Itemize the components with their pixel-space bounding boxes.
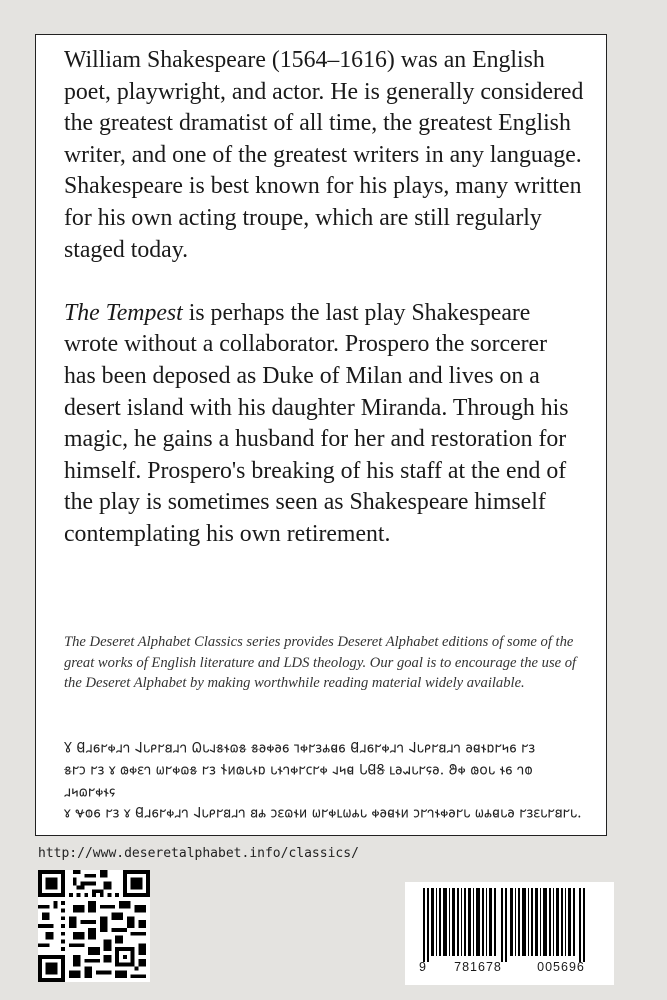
deseret-alphabet-text <box>64 738 584 825</box>
blurb-text <box>64 45 584 551</box>
play-summary-paragraph <box>64 298 584 551</box>
deseret-line: 𐐜 𐐔𐐯𐑆𐐲𐑉𐐯𐐻 𐐈𐑊𐑁𐐲𐐺𐐯𐐻 𐐗𐑊𐐰𐑅𐐮𐐿𐑅 𐑅𐐨𐑉𐐨𐑆 𐐹𐑉𐐲𐑂𐐴𐐼𐑆 𐐔𐐯𐑆𐐲𐑉𐐯𐐻 𐐈𐑊𐑁𐐲𐐺𐐯𐐻 𐐨𐐼𐐮𐑇𐐲𐑌𐑆 𐐲𐑂 <box>64 740 536 757</box>
qr-code <box>38 870 150 982</box>
back-cover-panel <box>35 34 607 836</box>
barcode-digits <box>419 960 609 974</box>
series-note: The Deseret Alphabet Classics series provides Deseret Alphabet editions of some of the great works of English literature and LDS theology. Our goal is to encourage the use of the Deseret Alphabet by making worthwhile reading material widely available. <box>64 634 577 692</box>
deseret-line: 𐑄 𐐷𐐭𐑆 𐐲𐑂 𐑄 𐐔𐐯𐑆𐐲𐑉𐐯𐐻 𐐈𐑊𐑁𐐲𐐺𐐯𐐻 𐐺𐐴 𐑋𐐩𐐿𐐮𐑍 𐐶𐐲𐑉𐑃𐐶𐐴𐑊 𐑉𐐨𐐼𐐮𐑍 𐑋𐐲𐐻𐐮𐑉𐐨𐐲𐑊 𐐶𐐴𐐼𐑊𐐨 𐐲𐑂𐐩𐑊𐐲𐐺𐐲𐑊. <box>64 805 582 823</box>
barcode-digit-group: 005696 <box>537 960 585 974</box>
barcode-digit-group: 9 <box>419 960 427 974</box>
barcode-bars <box>413 888 606 962</box>
deseret-line: 𐑅𐐲𐑋 𐐲𐑂 𐑄 𐑀𐑉𐐩𐐻 𐐶𐐲𐑉𐐿𐑅 𐐲𐑂 𐐆𐑍𐑀𐑊𐐮𐑇 𐑊𐐮𐐻𐑉𐐲𐐽𐐲𐑉 𐐰𐑌𐐼 𐐢𐐔𐐝 𐑃𐐨𐐱𐑊𐐲𐐾𐐨. 𐐍𐑉 𐑀𐐬𐑊 𐐮𐑆 𐐻𐐭 𐐯𐑌𐐿𐐲𐑉𐐮𐐾 <box>64 761 533 801</box>
barcode-digit-group: 781678 <box>454 960 502 974</box>
play-title: The Tempest <box>64 299 183 326</box>
play-summary-text: is perhaps the last play Shakespeare wrote without a collaborator. Prospero the sorcerer has been deposed as Duke of Milan and lives on a desert island with his daughter Miranda. Through his magic, he gains a husband for her and restoration for himself. Prospero's breaking of his staff at the end of the play is sometimes seen as Shakespeare himself contemplating his own retirement. <box>64 299 569 547</box>
website-url: http://www.deseretalphabet.info/classics/ <box>38 846 359 861</box>
isbn-barcode <box>405 882 614 985</box>
author-bio-paragraph: William Shakespeare (1564–1616) was an English poet, playwright, and actor. He is generally considered the greatest dramatist of all time, the greatest English writer, and one of the greatest writers in any language. Shakespeare is best known for his plays, many written for his own acting troupe, which are still regularly staged today. <box>64 47 584 263</box>
